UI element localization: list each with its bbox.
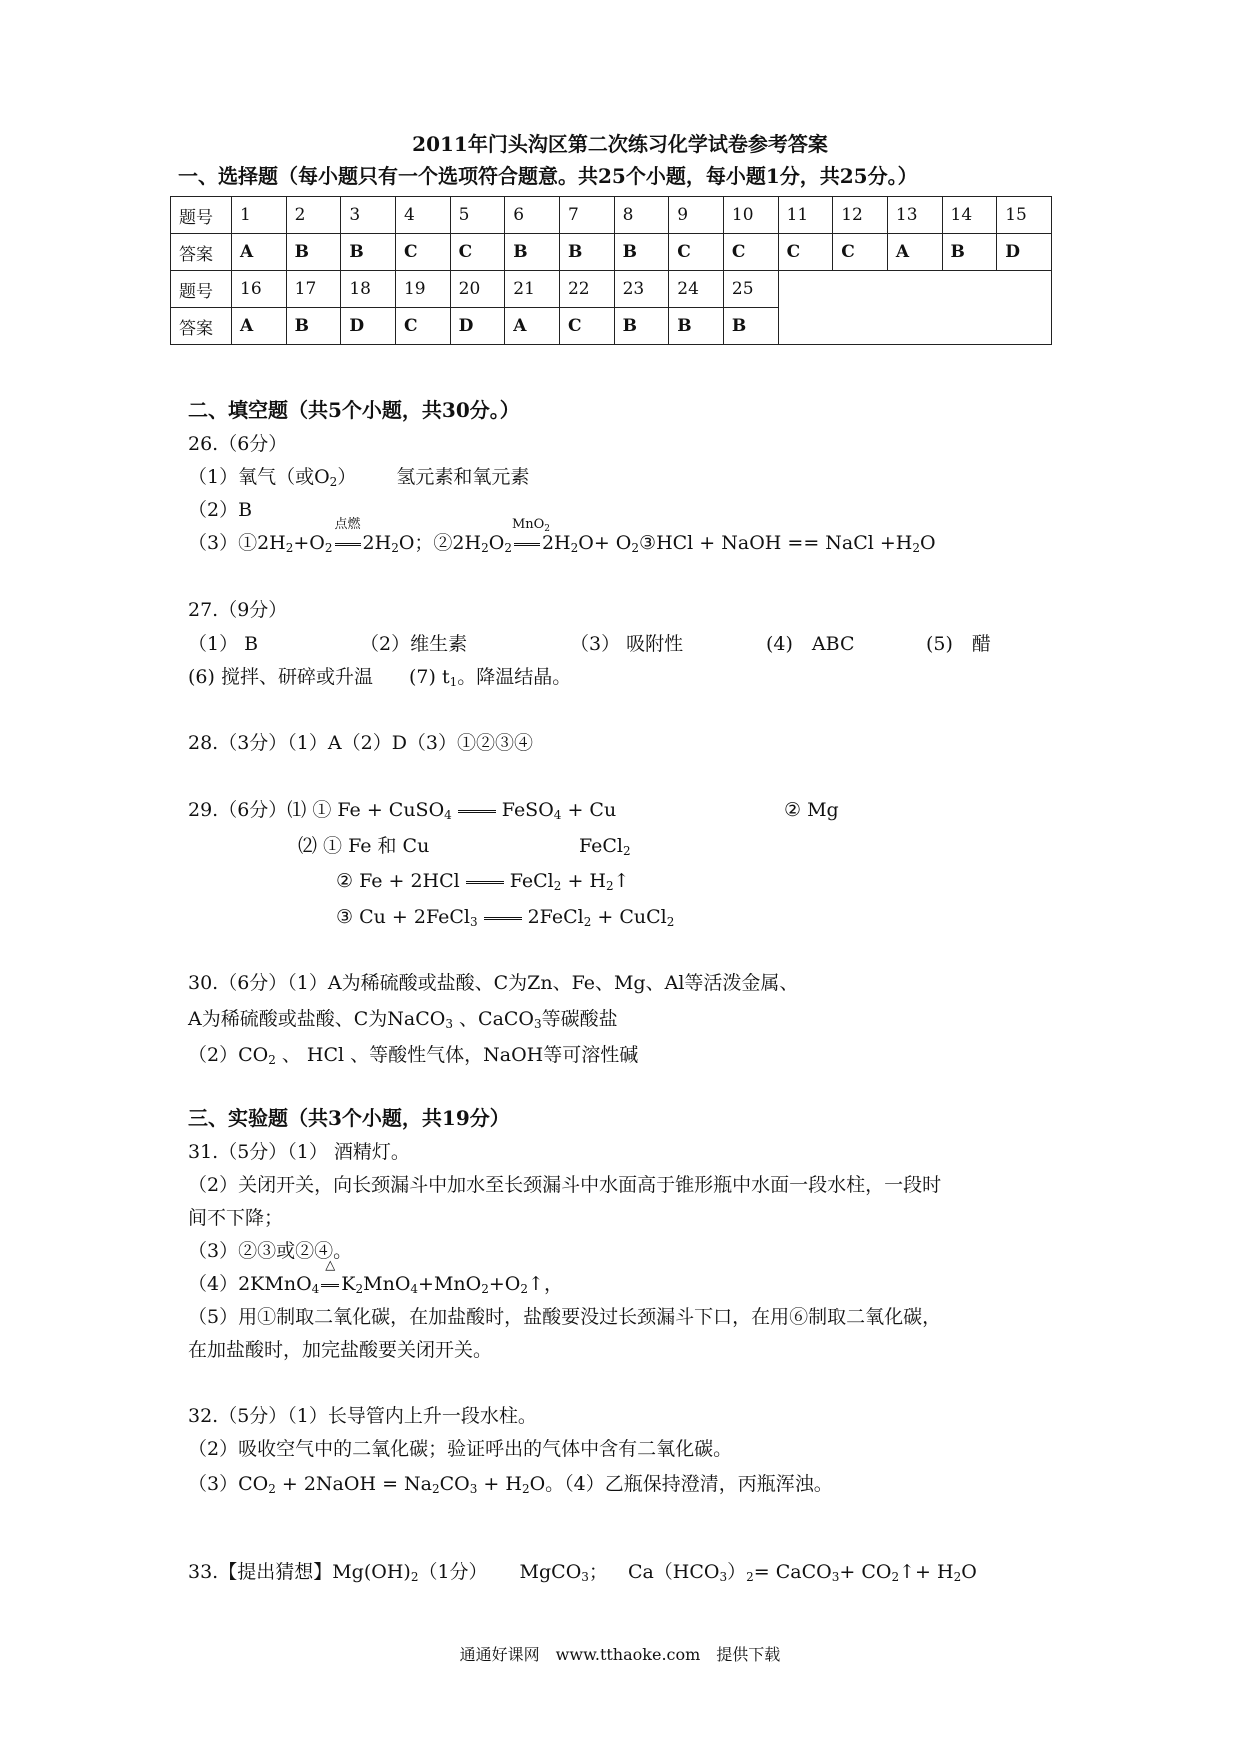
q26-line1: （1）氧气（或$O_2$） 氢元素和氧元素 — [188, 466, 530, 489]
q31-line7: 在加盐酸时，加完盐酸要关闭开关。 — [188, 1339, 493, 1361]
table-row-questions-2 — [171, 271, 1052, 308]
table-cell: B — [341, 234, 396, 271]
q27-a1: （1） B — [188, 633, 259, 655]
q27-a4: (4) ABC — [766, 633, 855, 655]
q31-line3: 间不下降； — [188, 1207, 284, 1229]
q31-line4: （3）②③或②④。 — [188, 1240, 353, 1262]
table-cell: B — [614, 234, 669, 271]
q31-line5: （4）2KMnO$_4$ △ $K_2MnO_4+MnO_2+O_2↑$， — [188, 1258, 563, 1296]
table-cell: C — [395, 308, 450, 345]
table-cell: 17 — [286, 271, 341, 308]
table-cell: B — [942, 234, 997, 271]
q31-line6: （5）用①制取二氧化碳，在加盐酸时，盐酸要没过长颈漏斗下口，在用⑥制取二氧化碳， — [188, 1306, 942, 1328]
table-cell: 16 — [232, 271, 287, 308]
table-cell: 15 — [997, 197, 1052, 234]
reaction-condition: 点燃 — [334, 517, 361, 532]
q26-line2: （2）B — [188, 499, 253, 521]
q30-line3: $(2)CO_2$ 、 HCl 、等酸性气体，NaOH等可溶性碱 — [188, 1044, 639, 1067]
table-cell: B — [723, 308, 778, 345]
label-question: 题号 — [171, 271, 232, 308]
table-cell: B — [286, 234, 341, 271]
table-cell: B — [286, 308, 341, 345]
table-cell: C — [723, 234, 778, 271]
q30-text: 、 HCl 、等酸性气体，NaOH等可溶性碱 — [281, 1044, 639, 1066]
table-cell: B — [614, 308, 669, 345]
q27-a7: (7) t — [409, 666, 450, 688]
q26-head: 26.（6分） — [188, 433, 288, 455]
table-cell: 11 — [778, 197, 833, 234]
q33-text: Ca（HCO — [627, 1561, 720, 1583]
q33-text: 33.【提出猜想】Mg(OH) — [188, 1561, 411, 1583]
footer-source: 通通好课网 www.tthaoke.com 提供下载 — [459, 1645, 781, 1664]
q31-line2: （2）关闭开关，向长颈漏斗中加水至长颈漏斗中水面高于锥形瓶中水面一段水柱，一段时 — [188, 1174, 942, 1196]
q33-text: ； — [588, 1561, 608, 1583]
document-title: 2011年门头沟区第二次练习化学试卷参考答案 — [412, 132, 828, 156]
q27-line2: (6) 搅拌、研碎或升温 (7) $t_1$。降温结晶。 — [188, 666, 572, 689]
q33-text: MgCO — [519, 1561, 582, 1583]
q30-text: A为稀硫酸或盐酸、C为Na — [188, 1008, 416, 1030]
table-cell: 20 — [450, 271, 505, 308]
table-cell: A — [505, 308, 560, 345]
q27-head: 27.（9分） — [188, 599, 288, 621]
label-answer: 答案 — [171, 308, 232, 345]
section2-heading: 二、填空题（共5个小题，共30分。） — [188, 398, 520, 422]
table-row-answers-1 — [171, 234, 1052, 271]
q26-text: ） — [337, 466, 357, 488]
table-cell: B — [669, 308, 724, 345]
table-cell: C — [778, 234, 833, 271]
q27-a3: （3） 吸附性 — [570, 633, 684, 655]
table-cell: 6 — [505, 197, 560, 234]
q28: 28.（3分）（1）A（2）D（3）①②③④ — [188, 732, 534, 754]
q26-text: （1）氧气（或O — [188, 466, 330, 488]
table-cell: C — [833, 234, 888, 271]
table-cell: A — [887, 234, 942, 271]
q32-line3: $(3)CO_2$ + 2NaOH = $Na_2CO_3 + H_2O$。（4）乙瓶保持澄清，丙瓶浑浊。 — [188, 1473, 833, 1496]
q29-line1: 29.（6分）⑴ ① Fe + CuSO$_4$ FeSO$_4$ + Cu ② Mg — [188, 799, 839, 822]
q29-marker: ③ — [336, 906, 354, 928]
q33-text: O — [961, 1561, 977, 1583]
q29-head: 29.（6分）⑴ ① — [188, 799, 332, 821]
q33-line: 33.【提出猜想】$Mg(OH)_2(1$分） MgCO$_3$； $Ca(HCO_3)_2=$ CaCO$_3$+ $CO_2↑+ H_2O$ — [188, 1561, 977, 1584]
table-cell: 19 — [395, 271, 450, 308]
q26-text: 氢元素和氧元素 — [396, 466, 530, 488]
answer-table — [170, 196, 1052, 345]
q30-text: 等碳酸盐 — [541, 1008, 618, 1030]
q30-line1: 30.（6分）（1）A为稀硫酸或盐酸、C为Zn、Fe、Mg、Al等活泼金属、 — [188, 972, 799, 994]
table-cell: 18 — [341, 271, 396, 308]
q27-a5: (5) 醋 — [926, 633, 991, 655]
q27-line1 — [188, 632, 991, 656]
q32-line1: 32.（5分）（1）长导管内上升一段水柱。 — [188, 1405, 537, 1427]
table-cell: C — [559, 308, 614, 345]
q31-line1: 31.（5分）（1） 酒精灯。 — [188, 1141, 410, 1163]
q27-a7b: 。降温结晶。 — [457, 666, 572, 688]
table-cell: 25 — [723, 271, 778, 308]
section1-heading: 一、选择题（每小题只有一个选项符合题意。共25个小题，每小题1分，共25分。） — [178, 164, 918, 188]
reaction-condition: MnO$_2$ — [511, 517, 551, 534]
table-cell: B — [559, 234, 614, 271]
label-question: 题号 — [171, 197, 232, 234]
q33-text: （1分） — [418, 1561, 488, 1583]
table-cell: 7 — [559, 197, 614, 234]
q30-text: （2）CO — [188, 1044, 269, 1066]
q29-marker: ② — [336, 870, 354, 892]
table-cell: C — [669, 234, 724, 271]
q27-a6: (6) 搅拌、研碎或升温 — [188, 666, 373, 688]
table-cell: C — [450, 234, 505, 271]
table-cell: 1 — [232, 197, 287, 234]
q27-a2: （2）维生素 — [360, 633, 468, 655]
q29-line2 — [298, 834, 631, 858]
table-cell: C — [395, 234, 450, 271]
table-cell: A — [232, 234, 287, 271]
q29-line3: ② Fe + 2HCl FeCl$_2$ + $H_2↑$ — [336, 870, 630, 893]
table-cell: 9 — [669, 197, 724, 234]
table-cell: D — [997, 234, 1052, 271]
table-cell: A — [232, 308, 287, 345]
q33-text: + CO — [839, 1561, 892, 1583]
q26-text: HCl + NaOH == NaCl +H — [656, 532, 913, 554]
table-cell: 23 — [614, 271, 669, 308]
table-cell: 8 — [614, 197, 669, 234]
label-answer: 答案 — [171, 234, 232, 271]
q29-line4: ③ Cu + 2FeCl$_3$ 2FeCl$_2$ + CuCl$_2$ — [336, 906, 675, 929]
table-cell: 24 — [669, 271, 724, 308]
table-cell: 14 — [942, 197, 997, 234]
table-cell: 13 — [887, 197, 942, 234]
q32-line2: （2）吸收空气中的二氧化碳；验证呼出的气体中含有二氧化碳。 — [188, 1438, 733, 1460]
table-row-questions-1 — [171, 197, 1052, 234]
table-cell: D — [341, 308, 396, 345]
table-cell: 12 — [833, 197, 888, 234]
section3-heading: 三、实验题（共3个小题，共19分） — [188, 1106, 510, 1130]
q33-text: ↑+ H — [899, 1561, 954, 1583]
q33-text: = CaCO — [753, 1561, 832, 1583]
q26-line3: $(3)①2H_2+O_2$ 点燃 $2H_2O$；$②2H_2O_2$ MnO$_2$ $2H_2O+$ $O_2③HCl$ + NaOH == NaCl $+H_2O$ — [188, 517, 936, 555]
table-cell: 10 — [723, 197, 778, 234]
table-empty-cell — [778, 271, 1051, 345]
table-cell: 22 — [559, 271, 614, 308]
table-cell: D — [450, 308, 505, 345]
q29-mg: ② Mg — [784, 799, 839, 821]
table-cell: 21 — [505, 271, 560, 308]
table-cell: 2 — [286, 197, 341, 234]
q32-text: O。（4）乙瓶保持澄清，丙瓶浑浊。 — [529, 1473, 833, 1495]
q30-line2: A为稀硫酸或盐酸、C为NaCO$_3$ 、CaCO$_3$等碳酸盐 — [188, 1008, 618, 1031]
q29-p2b: FeCl$_2$ — [579, 835, 631, 858]
q29-p2a: ⑵ ① Fe 和 Cu — [298, 835, 430, 857]
q30-text: 、CaCO — [459, 1008, 535, 1030]
table-cell: B — [505, 234, 560, 271]
reaction-condition: △ — [325, 1258, 336, 1273]
table-cell: 5 — [450, 197, 505, 234]
table-cell: 4 — [395, 197, 450, 234]
table-cell: 3 — [341, 197, 396, 234]
q33-text: ） — [727, 1561, 747, 1583]
